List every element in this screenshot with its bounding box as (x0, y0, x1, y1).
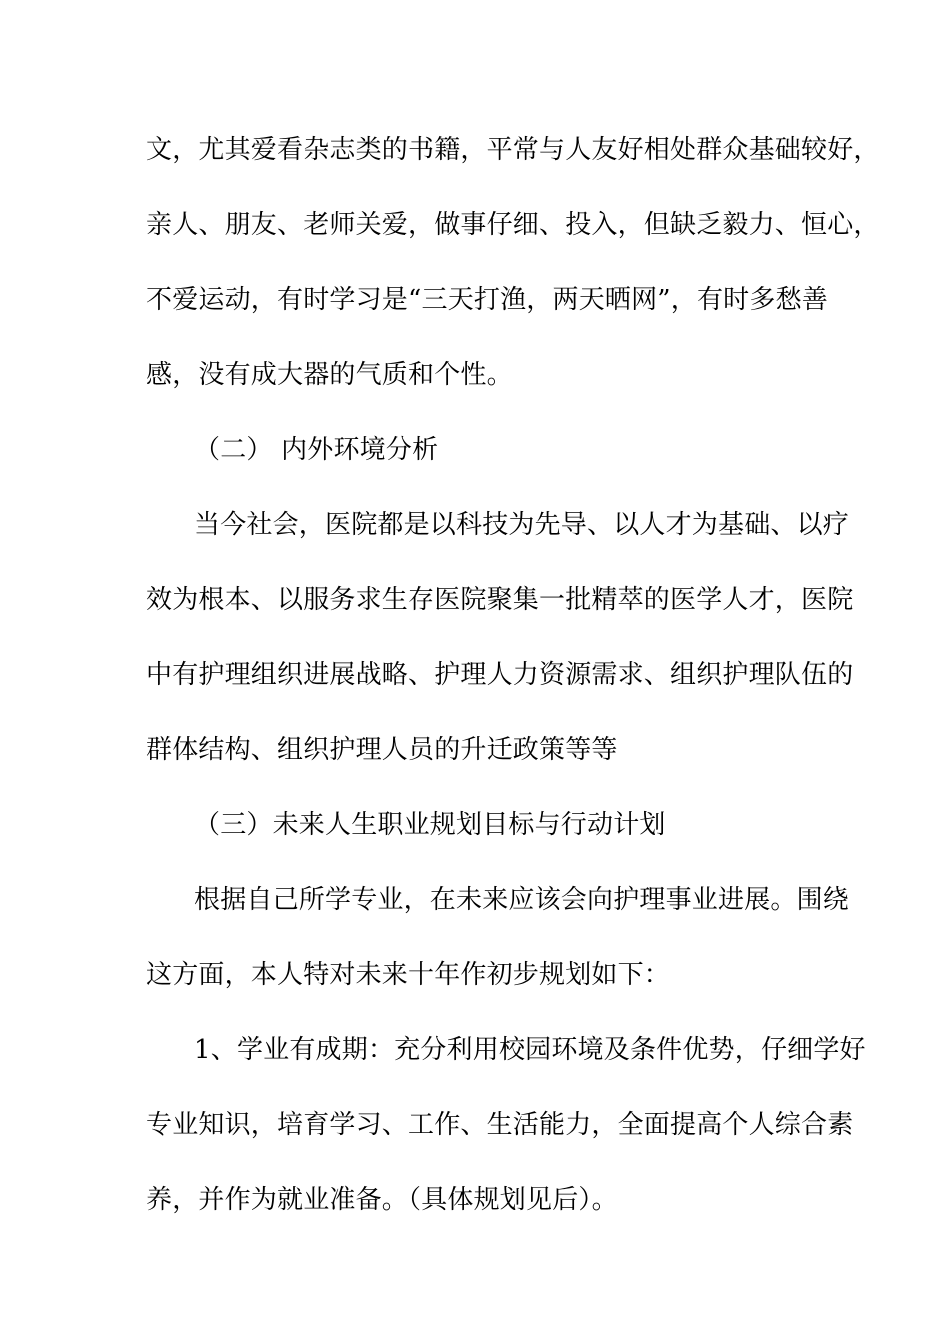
body-line: 养，并作为就业准备。（具体规划见后）。 (146, 1185, 618, 1215)
body-line: 根据自己所学专业，在未来应该会向护理事业进展。围绕 (194, 885, 850, 915)
body-line: 1、学业有成期：充分利用校园环境及条件优势，仔细学好 (194, 1035, 866, 1065)
body-line: 群体结构、组织护理人员的升迁政策等等 (146, 735, 618, 765)
body-line: 当今社会，医院都是以科技为先导、以人才为基础、以疗 (194, 510, 850, 540)
body-line: 亲人、朋友、老师关爱，做事仔细、投入，但缺乏毅力、恒心， (146, 210, 880, 240)
body-line: 不爱运动，有时学习是“三天打渔，两天晒网”，有时多愁善 (146, 285, 828, 315)
body-line: 文，尤其爱看杂志类的书籍，平常与人友好相处群众基础较好， (146, 135, 880, 165)
body-line: 中有护理组织进展战略、护理人力资源需求、组织护理队伍的 (146, 660, 854, 690)
body-line: 这方面，本人特对未来十年作初步规划如下： (146, 960, 671, 990)
section-heading: （三）未来人生职业规划目标与行动计划 (194, 810, 666, 840)
body-line: 效为根本、以服务求生存医院聚集一批精萃的医学人才，医院 (146, 585, 854, 615)
section-heading: （二） 内外环境分析 (194, 435, 439, 465)
body-line: 感，没有成大器的气质和个性。 (146, 360, 513, 390)
body-line: 专业知识，培育学习、工作、生活能力，全面提高个人综合素 (146, 1110, 854, 1140)
